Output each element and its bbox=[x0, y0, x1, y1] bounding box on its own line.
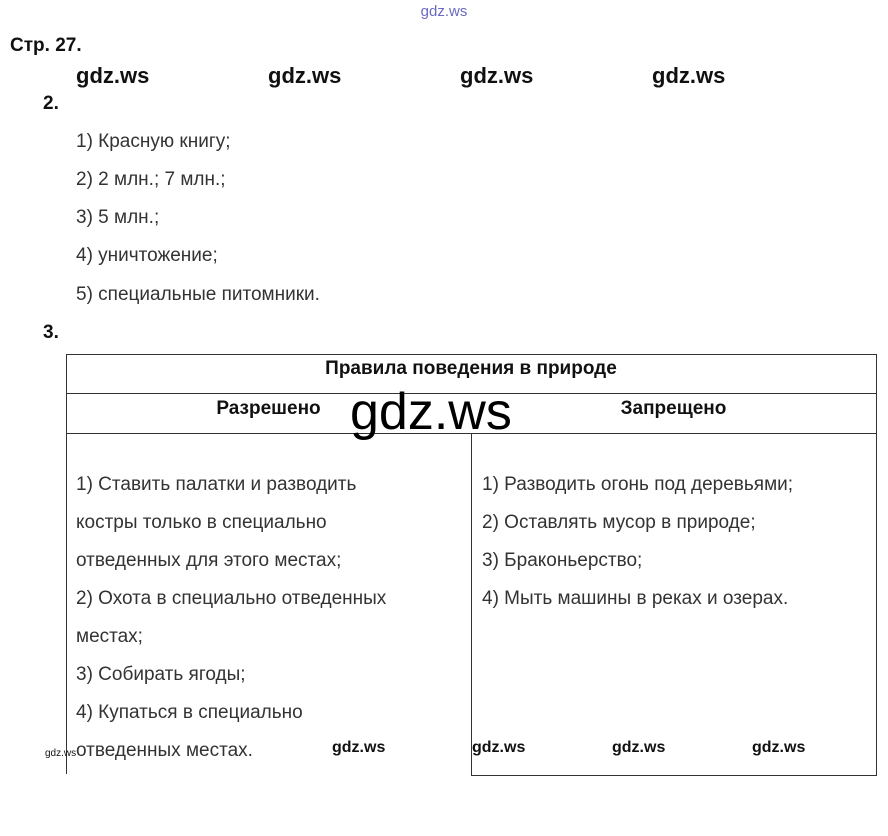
allowed-rule-line: 1) Ставить палатки и разводить bbox=[76, 474, 357, 495]
watermark-small: gdz.ws bbox=[45, 748, 77, 759]
forbidden-rule-line: 2) Оставлять мусор в природе; bbox=[482, 512, 756, 533]
forbidden-rule-line: 4) Мыть машины в реках и озерах. bbox=[482, 588, 789, 609]
watermark: gdz.ws bbox=[752, 739, 806, 756]
forbidden-rule-line: 1) Разводить огонь под деревьями; bbox=[482, 474, 794, 495]
watermark: gdz.ws bbox=[652, 63, 726, 88]
table-border-right bbox=[876, 354, 877, 776]
watermark: gdz.ws bbox=[268, 63, 342, 88]
task-2-answer: 2) 2 млн.; 7 млн.; bbox=[76, 169, 226, 190]
allowed-rule-line: костры только в специально bbox=[76, 512, 327, 533]
column-header-forbidden: Запрещено bbox=[620, 398, 727, 419]
allowed-rule-line: отведенных для этого местах; bbox=[76, 550, 342, 571]
table-border-top bbox=[66, 354, 877, 355]
task-3-number: 3. bbox=[43, 322, 59, 343]
task-2-answer: 5) специальные питомники. bbox=[76, 284, 320, 305]
watermark: gdz.ws bbox=[460, 63, 534, 88]
column-header-allowed: Разрешено bbox=[216, 398, 321, 419]
task-2-answer: 4) уничтожение; bbox=[76, 245, 218, 266]
task-2-answer: 1) Красную книгу; bbox=[76, 131, 231, 152]
allowed-rule-line: 2) Охота в специально отведенных bbox=[76, 588, 387, 609]
allowed-rule-line: отведенных местах. bbox=[76, 740, 253, 761]
task-2-number: 2. bbox=[43, 93, 59, 114]
watermark: gdz.ws bbox=[472, 739, 526, 756]
watermark-top: gdz.ws bbox=[420, 3, 468, 20]
table-border-bottom bbox=[471, 775, 877, 776]
watermark: gdz.ws bbox=[76, 63, 150, 88]
page-reference: Стр. 27. bbox=[10, 35, 82, 56]
table-title: Правила поведения в природе bbox=[325, 358, 617, 379]
allowed-rule-line: местах; bbox=[76, 626, 143, 647]
watermark: gdz.ws bbox=[612, 739, 666, 756]
table-column-divider bbox=[471, 433, 472, 775]
allowed-rule-line: 4) Купаться в специально bbox=[76, 702, 303, 723]
allowed-rule-line: 3) Собирать ягоды; bbox=[76, 664, 246, 685]
task-2-answer: 3) 5 млн.; bbox=[76, 207, 160, 228]
forbidden-rule-line: 3) Браконьерство; bbox=[482, 550, 643, 571]
watermark: gdz.ws bbox=[332, 739, 386, 756]
watermark-large: gdz.ws bbox=[350, 383, 512, 441]
